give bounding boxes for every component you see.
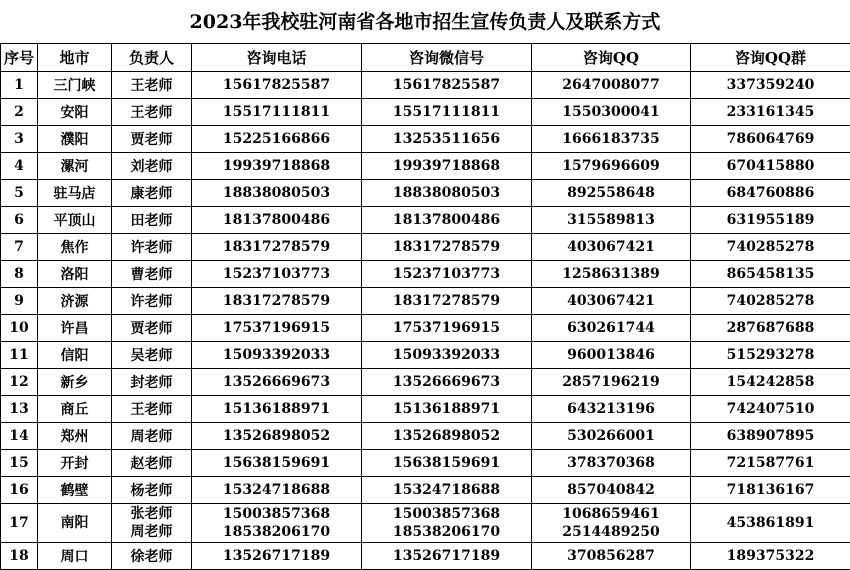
contact-person-cell xyxy=(112,396,192,423)
qq-value: 892558648 xyxy=(567,185,655,201)
contact-person-value: 王老师 xyxy=(131,105,173,121)
contact-person-cell xyxy=(112,153,192,180)
phone-value: 15093392033 xyxy=(223,347,330,363)
qq-value: 315589813 xyxy=(567,212,655,228)
phone-value: 15225166866 xyxy=(223,131,330,147)
qq-value: 1579696609 xyxy=(562,158,659,174)
phone-cell xyxy=(192,180,362,207)
contact-person-value: 康老师 xyxy=(131,186,173,202)
qq-group-cell: 865458135 xyxy=(691,261,850,288)
phone-value: 15237103773 xyxy=(223,266,330,282)
wechat-cell xyxy=(362,396,532,423)
row-index-cell: 2 xyxy=(1,99,38,126)
qq-cell xyxy=(532,126,691,153)
wechat-cell xyxy=(362,72,532,99)
phone-value: 13526669673 xyxy=(223,374,330,390)
contact-person-value: 徐老师 xyxy=(131,549,173,565)
wechat-value: 15237103773 xyxy=(393,266,500,282)
contact-person-cell xyxy=(112,423,192,450)
row-index-cell: 4 xyxy=(1,153,38,180)
qq-value: 2514489250 xyxy=(532,523,690,541)
phone-value: 15003857368 xyxy=(192,505,361,523)
row-index-cell: 18 xyxy=(1,543,38,570)
qq-group-cell: 631955189 xyxy=(691,207,850,234)
contact-person-value: 刘老师 xyxy=(131,159,173,175)
wechat-cell xyxy=(362,369,532,396)
row-index-cell: 3 xyxy=(1,126,38,153)
phone-cell xyxy=(192,342,362,369)
contact-person-cell xyxy=(112,315,192,342)
wechat-value: 15638159691 xyxy=(393,455,500,471)
table-row xyxy=(1,153,850,180)
contact-person-value: 田老师 xyxy=(131,213,173,229)
phone-cell xyxy=(192,396,362,423)
phone-cell xyxy=(192,450,362,477)
phone-value: 13526717189 xyxy=(223,548,330,564)
contact-person-cell xyxy=(112,477,192,504)
contact-person-cell xyxy=(112,450,192,477)
wechat-cell xyxy=(362,342,532,369)
qq-cell xyxy=(532,180,691,207)
contact-person-value: 封老师 xyxy=(131,375,173,391)
contact-person-cell xyxy=(112,234,192,261)
row-index-cell: 15 xyxy=(1,450,38,477)
city-cell: 周口 xyxy=(38,543,112,570)
row-index-cell: 10 xyxy=(1,315,38,342)
wechat-cell xyxy=(362,261,532,288)
qq-value: 530266001 xyxy=(567,428,655,444)
row-index-cell: 13 xyxy=(1,396,38,423)
phone-value: 15638159691 xyxy=(223,455,330,471)
phone-cell xyxy=(192,207,362,234)
city-cell: 信阳 xyxy=(38,342,112,369)
phone-value: 18317278579 xyxy=(223,293,330,309)
qq-value: 370856287 xyxy=(567,548,655,564)
table-row xyxy=(1,504,850,543)
wechat-value: 19939718868 xyxy=(393,158,500,174)
qq-value: 1258631389 xyxy=(562,266,659,282)
row-index-cell: 11 xyxy=(1,342,38,369)
contact-person-value: 赵老师 xyxy=(131,456,173,472)
city-cell: 洛阳 xyxy=(38,261,112,288)
table-row xyxy=(1,315,850,342)
table-row xyxy=(1,180,850,207)
row-index-cell: 5 xyxy=(1,180,38,207)
city-cell: 济源 xyxy=(38,288,112,315)
contact-person-value: 杨老师 xyxy=(131,483,173,499)
phone-cell xyxy=(192,99,362,126)
qq-value: 403067421 xyxy=(567,239,655,255)
contact-person-cell xyxy=(112,126,192,153)
city-cell: 新乡 xyxy=(38,369,112,396)
phone-value: 15136188971 xyxy=(223,401,330,417)
wechat-value: 15617825587 xyxy=(393,77,500,93)
city-cell: 三门峡 xyxy=(38,72,112,99)
contact-person-value: 贾老师 xyxy=(131,132,173,148)
table-row xyxy=(1,423,850,450)
phone-value: 15324718688 xyxy=(223,482,330,498)
wechat-value: 13526669673 xyxy=(393,374,500,390)
row-index-cell: 9 xyxy=(1,288,38,315)
contact-person-value: 周老师 xyxy=(131,429,173,445)
table-row xyxy=(1,288,850,315)
table-row xyxy=(1,99,850,126)
wechat-cell xyxy=(362,477,532,504)
row-index-cell: 7 xyxy=(1,234,38,261)
header-contact-person: 负责人 xyxy=(112,44,192,72)
wechat-cell xyxy=(362,126,532,153)
qq-cell xyxy=(532,342,691,369)
wechat-cell xyxy=(362,180,532,207)
wechat-cell xyxy=(362,543,532,570)
contact-person-value: 许老师 xyxy=(131,240,173,256)
contact-person-cell xyxy=(112,543,192,570)
contact-person-value: 许老师 xyxy=(131,294,173,310)
qq-cell xyxy=(532,369,691,396)
wechat-value: 15093392033 xyxy=(393,347,500,363)
table-row xyxy=(1,234,850,261)
table-row xyxy=(1,450,850,477)
page-title: 2023年我校驻河南省各地市招生宣传负责人及联系方式 xyxy=(0,0,850,43)
contact-table xyxy=(0,43,850,570)
qq-value: 1068659461 xyxy=(532,505,690,523)
city-cell: 焦作 xyxy=(38,234,112,261)
row-index-cell: 6 xyxy=(1,207,38,234)
qq-cell xyxy=(532,72,691,99)
contact-person-cell xyxy=(112,288,192,315)
row-index-cell: 14 xyxy=(1,423,38,450)
phone-cell xyxy=(192,153,362,180)
table-row xyxy=(1,342,850,369)
phone-value: 18538206170 xyxy=(192,523,361,541)
qq-cell xyxy=(532,477,691,504)
header-city: 地市 xyxy=(38,44,112,72)
wechat-value: 18317278579 xyxy=(393,239,500,255)
header-index: 序号 xyxy=(1,44,38,72)
qq-cell xyxy=(532,450,691,477)
contact-person-value: 周老师 xyxy=(112,523,191,541)
qq-group-cell: 638907895 xyxy=(691,423,850,450)
qq-group-cell: 670415880 xyxy=(691,153,850,180)
city-cell: 郑州 xyxy=(38,423,112,450)
wechat-value: 15003857368 xyxy=(362,505,531,523)
qq-cell xyxy=(532,99,691,126)
qq-group-cell: 718136167 xyxy=(691,477,850,504)
table-row xyxy=(1,369,850,396)
phone-cell xyxy=(192,423,362,450)
qq-cell xyxy=(532,207,691,234)
contact-person-value: 王老师 xyxy=(131,78,173,94)
table-row xyxy=(1,261,850,288)
wechat-cell xyxy=(362,423,532,450)
phone-cell xyxy=(192,261,362,288)
contact-person-cell xyxy=(112,261,192,288)
wechat-value: 18838080503 xyxy=(393,185,500,201)
qq-value: 1666183735 xyxy=(562,131,659,147)
qq-cell xyxy=(532,261,691,288)
wechat-cell xyxy=(362,207,532,234)
row-index-cell: 16 xyxy=(1,477,38,504)
contact-person-cell xyxy=(112,207,192,234)
contact-person-value: 曹老师 xyxy=(131,267,173,283)
qq-group-cell: 740285278 xyxy=(691,234,850,261)
table-row xyxy=(1,396,850,423)
city-cell: 鹤壁 xyxy=(38,477,112,504)
qq-cell xyxy=(532,396,691,423)
wechat-cell xyxy=(362,99,532,126)
qq-group-cell: 721587761 xyxy=(691,450,850,477)
qq-group-cell: 189375322 xyxy=(691,543,850,570)
contact-person-cell xyxy=(112,180,192,207)
wechat-value: 15324718688 xyxy=(393,482,500,498)
wechat-value: 13526717189 xyxy=(393,548,500,564)
qq-cell xyxy=(532,543,691,570)
city-cell: 驻马店 xyxy=(38,180,112,207)
wechat-value: 15517111811 xyxy=(393,104,500,120)
wechat-cell xyxy=(362,153,532,180)
contact-person-value: 贾老师 xyxy=(131,321,173,337)
contact-person-value: 张老师 xyxy=(112,505,191,523)
phone-value: 17537196915 xyxy=(223,320,330,336)
phone-value: 15617825587 xyxy=(223,77,330,93)
qq-value: 2647008077 xyxy=(562,77,659,93)
phone-cell xyxy=(192,315,362,342)
phone-cell xyxy=(192,126,362,153)
wechat-value: 13253511656 xyxy=(393,131,500,147)
header-qq-group: 咨询QQ群 xyxy=(691,44,850,72)
qq-group-cell: 337359240 xyxy=(691,72,850,99)
qq-cell xyxy=(532,423,691,450)
qq-group-cell: 287687688 xyxy=(691,315,850,342)
contact-person-cell xyxy=(112,504,192,543)
phone-cell xyxy=(192,369,362,396)
qq-group-cell: 154242858 xyxy=(691,369,850,396)
table-row xyxy=(1,207,850,234)
wechat-cell xyxy=(362,504,532,543)
phone-cell xyxy=(192,234,362,261)
contact-person-value: 吴老师 xyxy=(131,348,173,364)
wechat-value: 18538206170 xyxy=(362,523,531,541)
qq-cell xyxy=(532,234,691,261)
qq-cell xyxy=(532,288,691,315)
wechat-cell xyxy=(362,315,532,342)
qq-group-cell: 515293278 xyxy=(691,342,850,369)
city-cell: 濮阳 xyxy=(38,126,112,153)
wechat-cell xyxy=(362,234,532,261)
table-row xyxy=(1,126,850,153)
phone-value: 19939718868 xyxy=(223,158,330,174)
header-phone: 咨询电话 xyxy=(192,44,362,72)
qq-value: 960013846 xyxy=(567,347,655,363)
row-index-cell: 17 xyxy=(1,504,38,543)
wechat-value: 17537196915 xyxy=(393,320,500,336)
header-row xyxy=(1,44,850,72)
qq-group-cell: 233161345 xyxy=(691,99,850,126)
header-qq: 咨询QQ xyxy=(532,44,691,72)
wechat-cell xyxy=(362,288,532,315)
table-row xyxy=(1,543,850,570)
wechat-value: 13526898052 xyxy=(393,428,500,444)
qq-cell xyxy=(532,153,691,180)
phone-value: 18137800486 xyxy=(223,212,330,228)
qq-group-cell: 453861891 xyxy=(691,504,850,543)
table-row xyxy=(1,477,850,504)
row-index-cell: 12 xyxy=(1,369,38,396)
phone-value: 18317278579 xyxy=(223,239,330,255)
city-cell: 南阳 xyxy=(38,504,112,543)
contact-person-cell xyxy=(112,99,192,126)
header-wechat: 咨询微信号 xyxy=(362,44,532,72)
qq-cell xyxy=(532,315,691,342)
city-cell: 漯河 xyxy=(38,153,112,180)
qq-group-cell: 740285278 xyxy=(691,288,850,315)
contact-person-cell xyxy=(112,342,192,369)
wechat-value: 18137800486 xyxy=(393,212,500,228)
phone-cell xyxy=(192,504,362,543)
contact-person-cell xyxy=(112,72,192,99)
row-index-cell: 8 xyxy=(1,261,38,288)
city-cell: 安阳 xyxy=(38,99,112,126)
qq-group-cell: 742407510 xyxy=(691,396,850,423)
contact-person-cell xyxy=(112,369,192,396)
qq-value: 1550300041 xyxy=(562,104,659,120)
phone-value: 18838080503 xyxy=(223,185,330,201)
row-index-cell: 1 xyxy=(1,72,38,99)
wechat-cell xyxy=(362,450,532,477)
wechat-value: 18317278579 xyxy=(393,293,500,309)
city-cell: 平顶山 xyxy=(38,207,112,234)
qq-value: 2857196219 xyxy=(562,374,659,390)
phone-value: 13526898052 xyxy=(223,428,330,444)
contact-person-value: 王老师 xyxy=(131,402,173,418)
city-cell: 开封 xyxy=(38,450,112,477)
city-cell: 许昌 xyxy=(38,315,112,342)
phone-cell xyxy=(192,543,362,570)
phone-value: 15517111811 xyxy=(223,104,330,120)
phone-cell xyxy=(192,72,362,99)
qq-cell xyxy=(532,504,691,543)
qq-value: 403067421 xyxy=(567,293,655,309)
qq-group-cell: 786064769 xyxy=(691,126,850,153)
wechat-value: 15136188971 xyxy=(393,401,500,417)
qq-group-cell: 684760886 xyxy=(691,180,850,207)
city-cell: 商丘 xyxy=(38,396,112,423)
qq-value: 378370368 xyxy=(567,455,655,471)
qq-value: 643213196 xyxy=(567,401,655,417)
phone-cell xyxy=(192,477,362,504)
phone-cell xyxy=(192,288,362,315)
qq-value: 630261744 xyxy=(567,320,655,336)
qq-value: 857040842 xyxy=(567,482,655,498)
table-row xyxy=(1,72,850,99)
